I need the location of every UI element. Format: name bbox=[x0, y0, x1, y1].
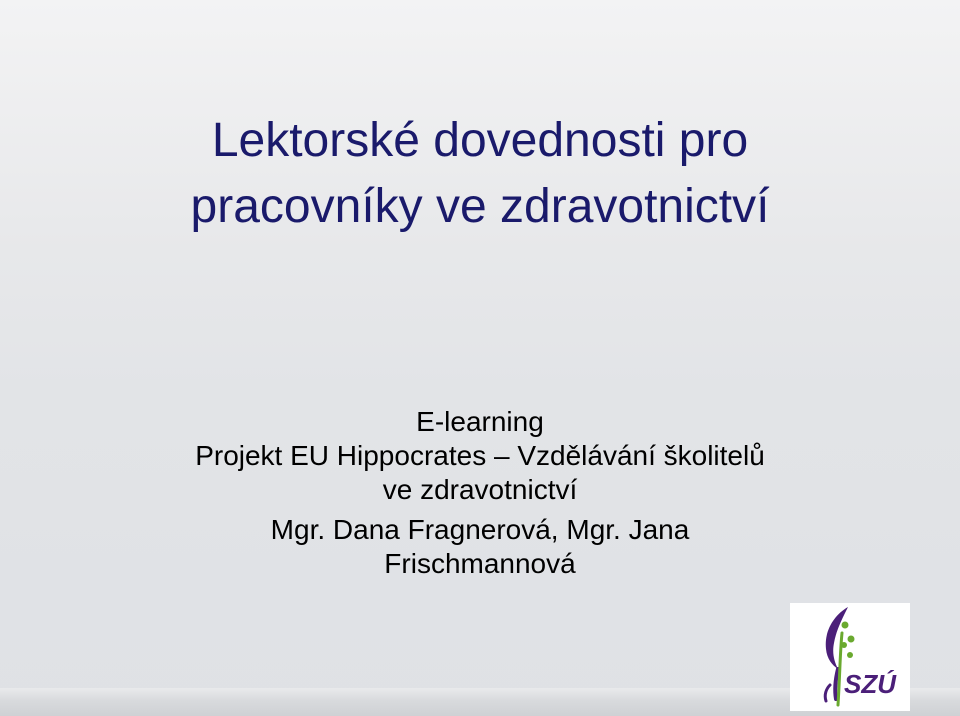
title-line-1: Lektorské dovednosti pro bbox=[211, 114, 749, 167]
slide-subtitle bbox=[0, 405, 960, 581]
logo-text: SZÚ bbox=[844, 669, 896, 699]
title-line-2: pracovníky ve zdravotnictví bbox=[190, 180, 770, 233]
subtitle-line-e-learning: E-learning bbox=[416, 406, 544, 437]
subtitle-line-project: Projekt EU Hippocrates – Vzdělávání školitelů bbox=[195, 440, 765, 471]
subtitle-line-authors: Mgr. Dana Fragnerová, Mgr. Jana bbox=[270, 514, 690, 545]
subtitle-line-authors-cont: Frischmannová bbox=[384, 548, 576, 579]
subtitle-line-healthcare: ve zdravotnictví bbox=[382, 474, 578, 505]
szu-logo-icon bbox=[790, 603, 910, 711]
slide-title bbox=[0, 108, 960, 240]
